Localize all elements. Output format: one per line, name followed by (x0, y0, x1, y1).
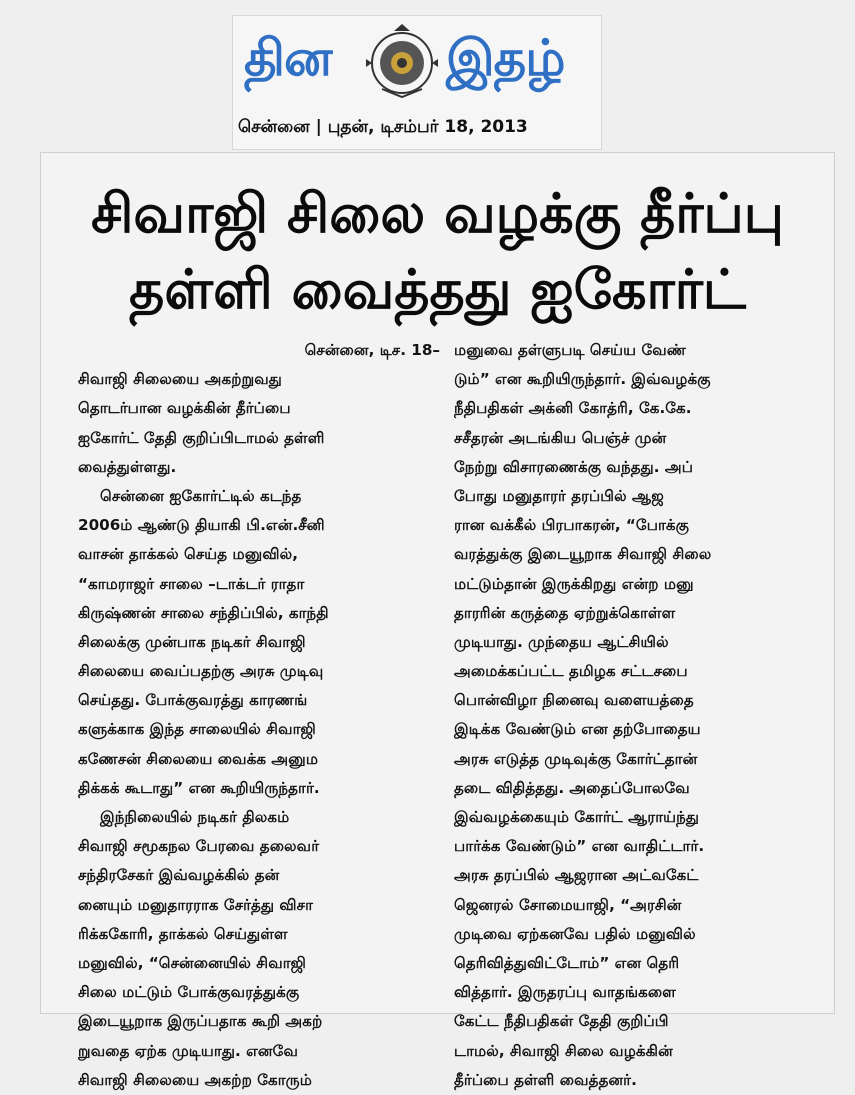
article-line: இடையூறாக இருப்பதாக கூறி அகற் (78, 1012, 323, 1031)
article-line: அமைக்கப்பட்ட தமிழக சட்டசபை (454, 662, 688, 681)
article-line: திக்கக் கூடாது” என கூறியிருந்தார். (78, 778, 320, 797)
article-line: நேற்று விசாரணைக்கு வந்தது. அப் (454, 457, 694, 476)
article-line: ஐகோர்ட் தேதி குறிப்பிடாமல் தள்ளி (78, 428, 325, 447)
article-line: ரிக்ககோரி, தாக்கல் செய்துள்ள (78, 924, 288, 943)
article-line: சென்னை ஐகோர்ட்டில் கடந்த (100, 486, 302, 505)
article-line: சிவாஜி சிலையை அகற்ற கோரும் (78, 1070, 312, 1089)
article-line: தெரிவித்துவிட்டோம்” என தெரி (454, 953, 680, 972)
article-line: தீர்ப்பை தள்ளி வைத்தனர். (454, 1070, 637, 1089)
article-line: நீதிபதிகள் அக்னி கோத்ரி, கே.கே. (454, 399, 692, 418)
article-line: அரசு எடுத்த முடிவுக்கு கோர்ட்தான் (454, 749, 698, 768)
article-line: றுவதை ஏற்க முடியாது. எனவே (78, 1041, 298, 1060)
article-line: “காமராஜர் சாலை –டாக்டர் ராதா (78, 574, 305, 593)
article-line: சென்னை, டிச. 18– (304, 341, 440, 359)
article-line: கணேசன் சிலையை வைக்க அனும (78, 749, 319, 768)
article-line: களுக்காக இந்த சாலையில் சிவாஜி (78, 720, 316, 739)
article-line: டும்” என கூறியிருந்தார். இவ்வழக்கு (454, 370, 711, 389)
masthead-logo-right: இதழ் (446, 29, 565, 87)
article-line: னையும் மனுதாரராக சேர்த்து விசா (78, 895, 314, 914)
article-line: சசீதரன் அடங்கிய பெஞ்ச் முன் (454, 428, 667, 447)
article-line: சந்திரசேகர் இவ்வழக்கில் தன் (78, 866, 280, 885)
article-line: சிலையை வைப்பதற்கு அரசு முடிவு (78, 662, 324, 681)
article-line: மட்டும்தான் இருக்கிறது என்ற மனு (454, 574, 694, 593)
article-line: தாரரின் கருத்தை ஏற்றுக்கொள்ள (454, 603, 676, 622)
article-line: செய்தது. போக்குவரத்து காரணங் (78, 691, 308, 710)
article-line: கேட்ட நீதிபதிகள் தேதி குறிப்பி (454, 1012, 669, 1031)
article-line: டாமல், சிவாஜி சிலை வழக்கின் (454, 1041, 673, 1060)
article-line: இடிக்க வேண்டும் என தற்போதைய (454, 720, 701, 739)
article-line: முடியாது. முந்தைய ஆட்சியில் (454, 632, 669, 651)
article-line: அரசு தரப்பில் ஆஜரான அட்வகேட் (454, 866, 699, 885)
news-clipping (40, 152, 835, 1089)
article-line: வாசன் தாக்கல் செய்த மனுவில், (78, 545, 298, 564)
article-line: தொடர்பான வழக்கின் தீர்ப்பை (78, 399, 291, 418)
article-line: 2006ம் ஆண்டு தியாகி பி.என்.சீனி (78, 516, 325, 535)
masthead-logo-left: தின (244, 29, 332, 87)
article-line: போது மனுதாரர் தரப்பில் ஆஜ (454, 486, 664, 505)
article-line: சிலைக்கு முன்பாக நடிகர் சிவாஜி (78, 632, 306, 651)
masthead-dateline: சென்னை | புதன், டிசம்பர் 18, 2013 (238, 117, 528, 137)
newspaper-masthead (232, 15, 602, 150)
article-line: முடிவை ஏற்கனவே பதில் மனுவில் (454, 924, 696, 943)
article-line: இந்நிலையில் நடிகர் திலகம் (100, 808, 290, 826)
article-column-left (78, 336, 440, 1095)
article-line: கிருஷ்ணன் சாலை சந்திப்பில், காந்தி (78, 603, 329, 622)
article-line: வித்தார். இருதரப்பு வாதங்களை (454, 983, 676, 1002)
article-line: ஜெனரல் சோமையாஜி, “அரசின் (454, 895, 682, 914)
article-line: சிவாஜி சமூகநல பேரவை தலைவர் (78, 837, 320, 856)
article-line: இவ்வழக்கையும் கோர்ட் ஆராய்ந்து (454, 808, 700, 826)
article-line: மனுவை தள்ளுபடி செய்ய வேண் (454, 341, 687, 359)
headline-line-1: சிவாஜி சிலை வழக்கு தீர்ப்பு (91, 182, 784, 245)
article-line: வரத்துக்கு இடையூறாக சிவாஜி சிலை (454, 545, 712, 564)
article-line: ரான வக்கீல் பிரபாகரன், “போக்கு (454, 516, 690, 535)
article-column-right (454, 336, 816, 1095)
article-line: மனுவில், “சென்னையில் சிவாஜி (78, 953, 307, 972)
article-line: தடை விதித்தது. அதைப்போலவே (454, 778, 690, 797)
headline-line-2: தள்ளி வைத்தது ஐகோர்ட் (129, 258, 746, 321)
article-line: சிலை மட்டும் போக்குவரத்துக்கு (78, 983, 300, 1002)
article-line: பார்க்க வேண்டும்” என வாதிட்டார். (454, 837, 705, 856)
article-line: வைத்துள்ளது. (78, 457, 177, 476)
newspaper-crest-icon (364, 23, 440, 99)
article-line: சிவாஜி சிலையை அகற்றுவது (78, 370, 282, 389)
article-line: பொன்விழா நினைவு வளையத்தை (454, 691, 694, 710)
